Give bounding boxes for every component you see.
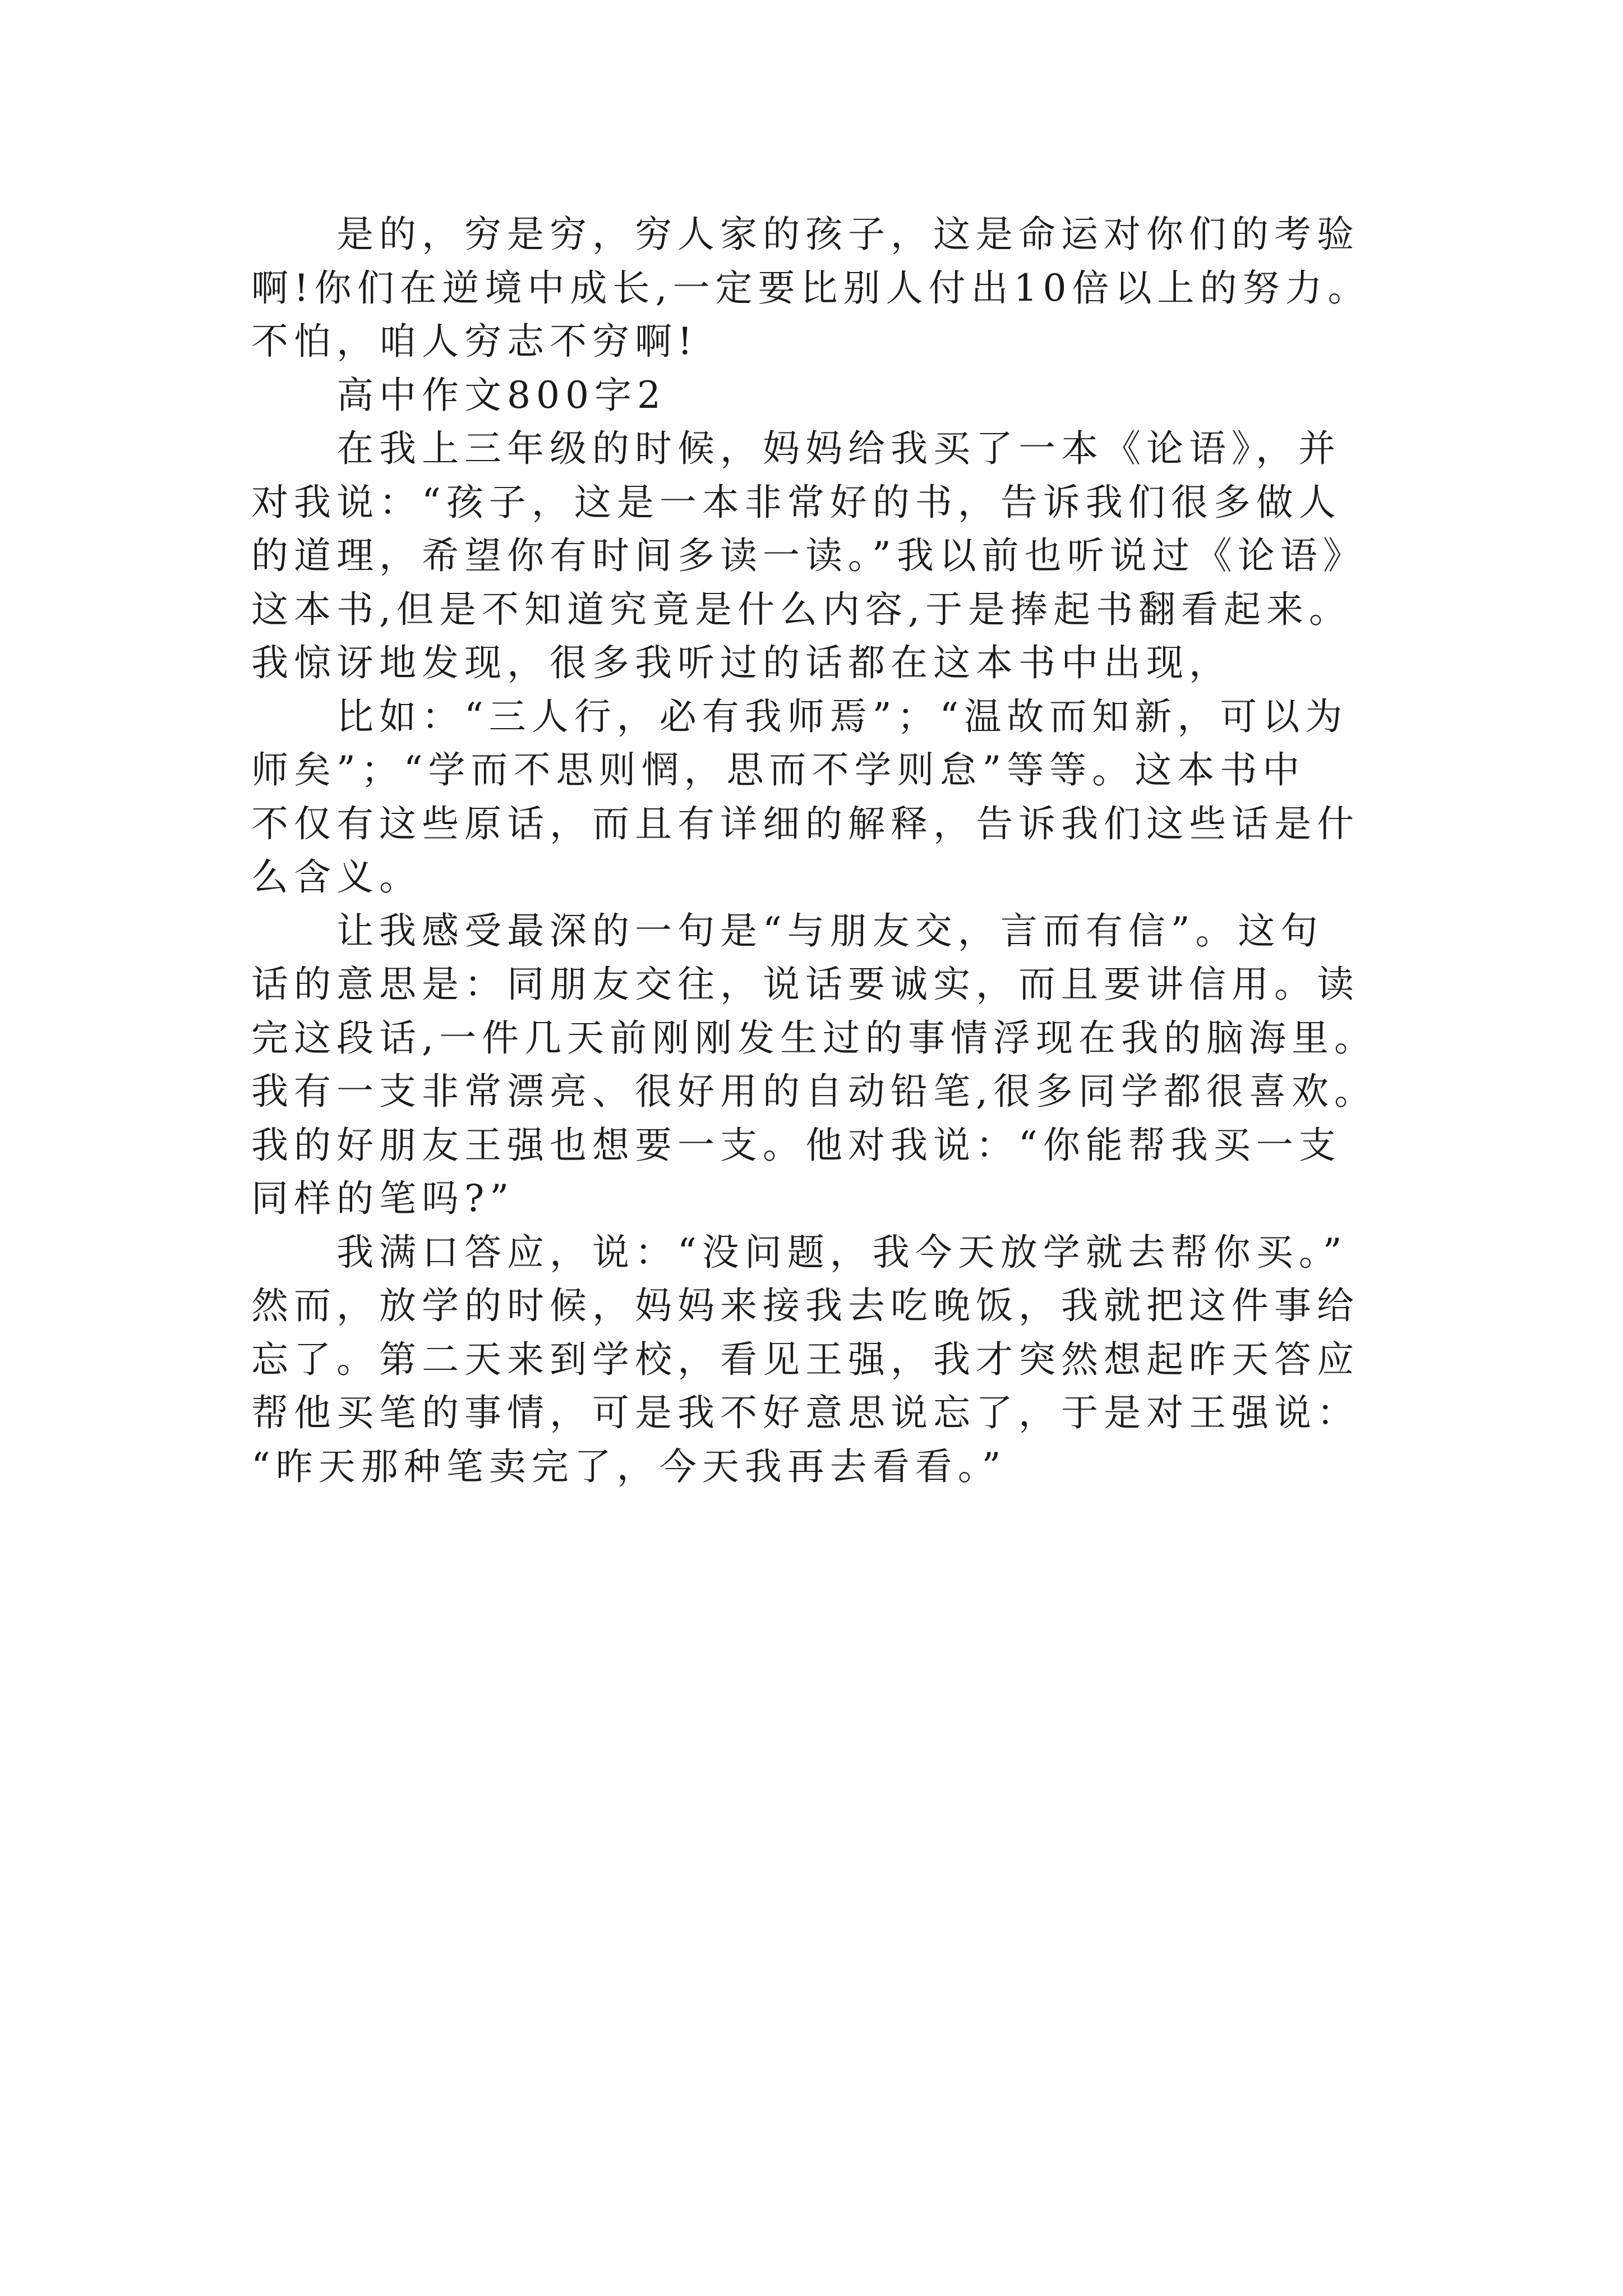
text-line: 是的，穷是穷，穷人家的孩子，这是命运对你们的考验 [336,213,1359,256]
text-line: 我的好朋友王强也想要一支。他对我说：“你能帮我买一支 [251,1123,1341,1167]
text-line: 我有一支非常漂亮、很好用的自动铅笔,很多同学都很喜欢。 [251,1070,1377,1113]
text-line: 啊!你们在逆境中成长,一定要比别人付出10倍以上的努力。 [251,266,1371,310]
text-line: 么含义。 [251,855,422,899]
text-line: 我惊讶地发现，很多我听过的话都在这本书中出现， [251,641,1232,684]
text-line: 的道理，希望你有时间多读一读。”我以前也听说过《论语》 [251,534,1366,577]
section-heading: 高中作文800字2 [336,373,666,417]
text-line: 我满口答应，说：“没问题，我今天放学就去帮你买。” [336,1230,1348,1274]
text-line: 忘了。第二天来到学校，看见王强，我才突然想起昨天答应 [251,1337,1359,1381]
text-line: 让我感受最深的一句是“与朋友交，言而有信”。这句 [336,909,1324,953]
text-line: 这本书,但是不知道究竟是什么内容,于是捧起书翻看起来。 [251,587,1352,631]
text-line: 话的意思是：同朋友交往，说话要诚实，而且要讲信用。读 [251,963,1359,1006]
text-line: “昨天那种笔卖完了，今天我再去看看。” [251,1444,1007,1488]
text-line: 比如：“三人行，必有我师焉”；“温故而知新，可以为 [336,694,1348,738]
text-line: 不仅有这些原话，而且有详细的解释，告诉我们这些话是什 [251,802,1359,845]
document-body [251,208,1429,1493]
text-line: 在我上三年级的时候，妈妈给我买了一本《论语》，并 [336,427,1341,470]
text-line: 然而，放学的时候，妈妈来接我去吃晚饭，我就把这件事给 [251,1284,1359,1327]
text-line: 对我说：“孩子，这是一本非常好的书，告诉我们很多做人 [251,480,1341,524]
text-line: 师矣”；“学而不思则惘，思而不学则怠”等等。这本书中 [251,748,1306,792]
text-line: 同样的笔吗?” [251,1177,515,1220]
text-line: 完这段话,一件几天前刚刚发生过的事情浮现在我的脑海里。 [251,1016,1377,1060]
text-line: 不怕，咱人穷志不穷啊! [251,320,698,363]
text-line: 帮他买笔的事情，可是我不好意思说忘了，于是对王强说： [251,1391,1359,1434]
